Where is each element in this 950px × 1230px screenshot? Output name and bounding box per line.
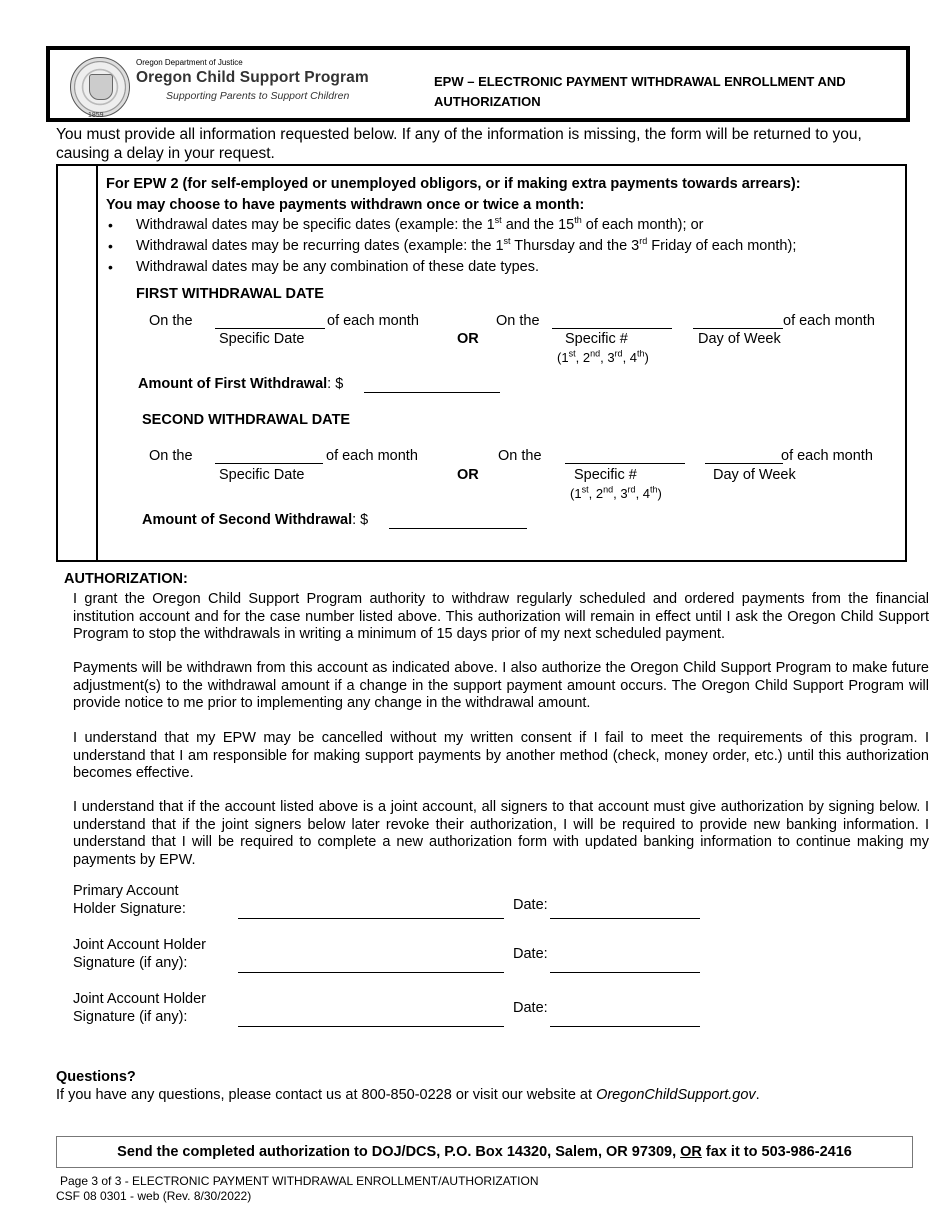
program-tagline: Supporting Parents to Support Children <box>166 90 350 102</box>
second-withdrawal-title: SECOND WITHDRAWAL DATE <box>142 412 351 428</box>
epw2-heading: For EPW 2 (for self-employed or unemployed obligors, or if making extra payments towards arrears): You may choose to have payments withdrawn once or twice a month: <box>106 176 801 213</box>
questions-text: If you have any questions, please contact us at 800-850-0228 or visit our website at OregonChildSupport.gov. <box>56 1087 760 1103</box>
authorization-paragraph-2: Payments will be withdrawn from this account as indicated above. I also authorize the Oregon Child Support Program to make future adjustment(s) to the withdrawal amount if a change in the support payment amount occurs. The Oregon Child Support Program will provide notice to me prior to implementing any change in the withdrawal amount. <box>73 660 929 711</box>
authorization-paragraph-1: I grant the Oregon Child Support Program authority to withdraw regularly scheduled and ordered payments from the financial institution account and for the case number listed above. This authorization will remain in effect until I ask the Oregon Child Support Program to stop the withdrawals in writing a minimum of 15 days prior of my next scheduled payment. <box>73 591 929 642</box>
amount-first-field[interactable] <box>364 392 500 393</box>
ordinal-hint: (1st, 2nd, 3rd, 4th) <box>570 484 662 501</box>
send-instructions-box <box>56 1136 913 1168</box>
first-specific-date-field[interactable] <box>215 328 325 329</box>
bullet-icon: • <box>108 238 113 254</box>
bullet-3: Withdrawal dates may be any combination of these date types. <box>136 259 539 275</box>
bullet-1: Withdrawal dates may be specific dates (example: the 1st and the 15th of each month); or <box>136 215 704 233</box>
amount-first-label: Amount of First Withdrawal: $ <box>138 376 344 392</box>
amount-second-field[interactable] <box>389 528 527 529</box>
primary-date-field[interactable] <box>550 918 700 919</box>
authorization-paragraph-3: I understand that my EPW may be cancelled without my written consent if I fail to meet the requirements of this program. I understand that I am responsible for making support payments by another method (check, money order, etc.) until this authorization becomes effective. <box>73 730 929 781</box>
page-footer: Page 3 of 3 - ELECTRONIC PAYMENT WITHDRAWAL ENROLLMENT/AUTHORIZATION <box>60 1174 539 1188</box>
program-name: Oregon Child Support Program <box>136 69 369 86</box>
bullet-icon: • <box>108 217 113 233</box>
intro-text: You must provide all information requested below. If any of the information is missing, the form will be returned to you, causing a delay in your request. <box>56 126 862 162</box>
second-day-of-week-field[interactable] <box>705 463 783 464</box>
form-header <box>46 46 910 122</box>
epw2-section: For EPW 2 (for self-employed or unemployed obligors, or if making extra payments towards arrears): You may choose to have payments withdrawn once or twice a month: • Withdrawal dates may be specific dates (example: the 1st and the 15th of each month); or • Withdrawal dates may be recurring dates (example: the 1st Thursday and the 3rd Friday of each month); • Withdrawal dates may be any combination of these date types. FIRST WITHDRAWAL DATE On the of each month Specific Date OR On the Specific # (1st, 2nd, 3rd, 4th) of each month Day of Week Amount of First Withdrawal: $ SECOND WITHDRAWAL DATE On the of each month Specific Date OR On the Specific # (1st, 2nd, 3rd, 4th) of each month Day of Week Amount of Second Withdrawal: $ <box>56 164 907 562</box>
joint-signature-label-1: Joint Account Holder Signature (if any): <box>73 937 206 971</box>
state-seal-logo <box>70 57 130 117</box>
joint-signature-field-1[interactable] <box>238 972 504 973</box>
ordinal-hint: (1st, 2nd, 3rd, 4th) <box>557 348 649 365</box>
joint-signature-label-2: Joint Account Holder Signature (if any): <box>73 991 206 1025</box>
questions-title: Questions? <box>56 1069 136 1085</box>
primary-signature-field[interactable] <box>238 918 504 919</box>
amount-second-label: Amount of Second Withdrawal: $ <box>142 512 369 528</box>
form-number: CSF 08 0301 - web (Rev. 8/30/2022) <box>56 1189 252 1203</box>
seal-year: 1859 <box>88 112 104 119</box>
bullet-icon: • <box>108 259 113 275</box>
primary-signature-label: Primary Account Holder Signature: <box>73 883 186 917</box>
second-specific-date-field[interactable] <box>215 463 323 464</box>
second-specific-number-field[interactable] <box>565 463 685 464</box>
joint-date-field-1[interactable] <box>550 972 700 973</box>
joint-signature-field-2[interactable] <box>238 1026 504 1027</box>
first-specific-number-field[interactable] <box>552 328 672 329</box>
first-day-of-week-field[interactable] <box>693 328 783 329</box>
joint-date-field-2[interactable] <box>550 1026 700 1027</box>
website-link[interactable]: OregonChildSupport.gov <box>596 1087 756 1103</box>
send-instructions: Send the completed authorization to DOJ/DCS, P.O. Box 14320, Salem, OR 97309, OR fax it to 503-986-2416 <box>117 1144 852 1160</box>
authorization-paragraph-4: I understand that if the account listed above is a joint account, all signers to that account must give authorization by signing below. I understand that if the joint signers below later revoke their authorization, I will be required to provide new banking information. I understand that I will be required to complete a new authorization form with updated banking information to continue making my payments by EPW. <box>73 799 929 868</box>
bullet-2: Withdrawal dates may be recurring dates (example: the 1st Thursday and the 3rd Friday of each month); <box>136 236 797 254</box>
authorization-title: AUTHORIZATION: <box>64 571 188 587</box>
department-name: Oregon Department of Justice <box>136 58 243 67</box>
first-withdrawal-title: FIRST WITHDRAWAL DATE <box>136 286 324 302</box>
form-title: EPW – ELECTRONIC PAYMENT WITHDRAWAL ENROLLMENT AND AUTHORIZATION <box>434 74 846 109</box>
